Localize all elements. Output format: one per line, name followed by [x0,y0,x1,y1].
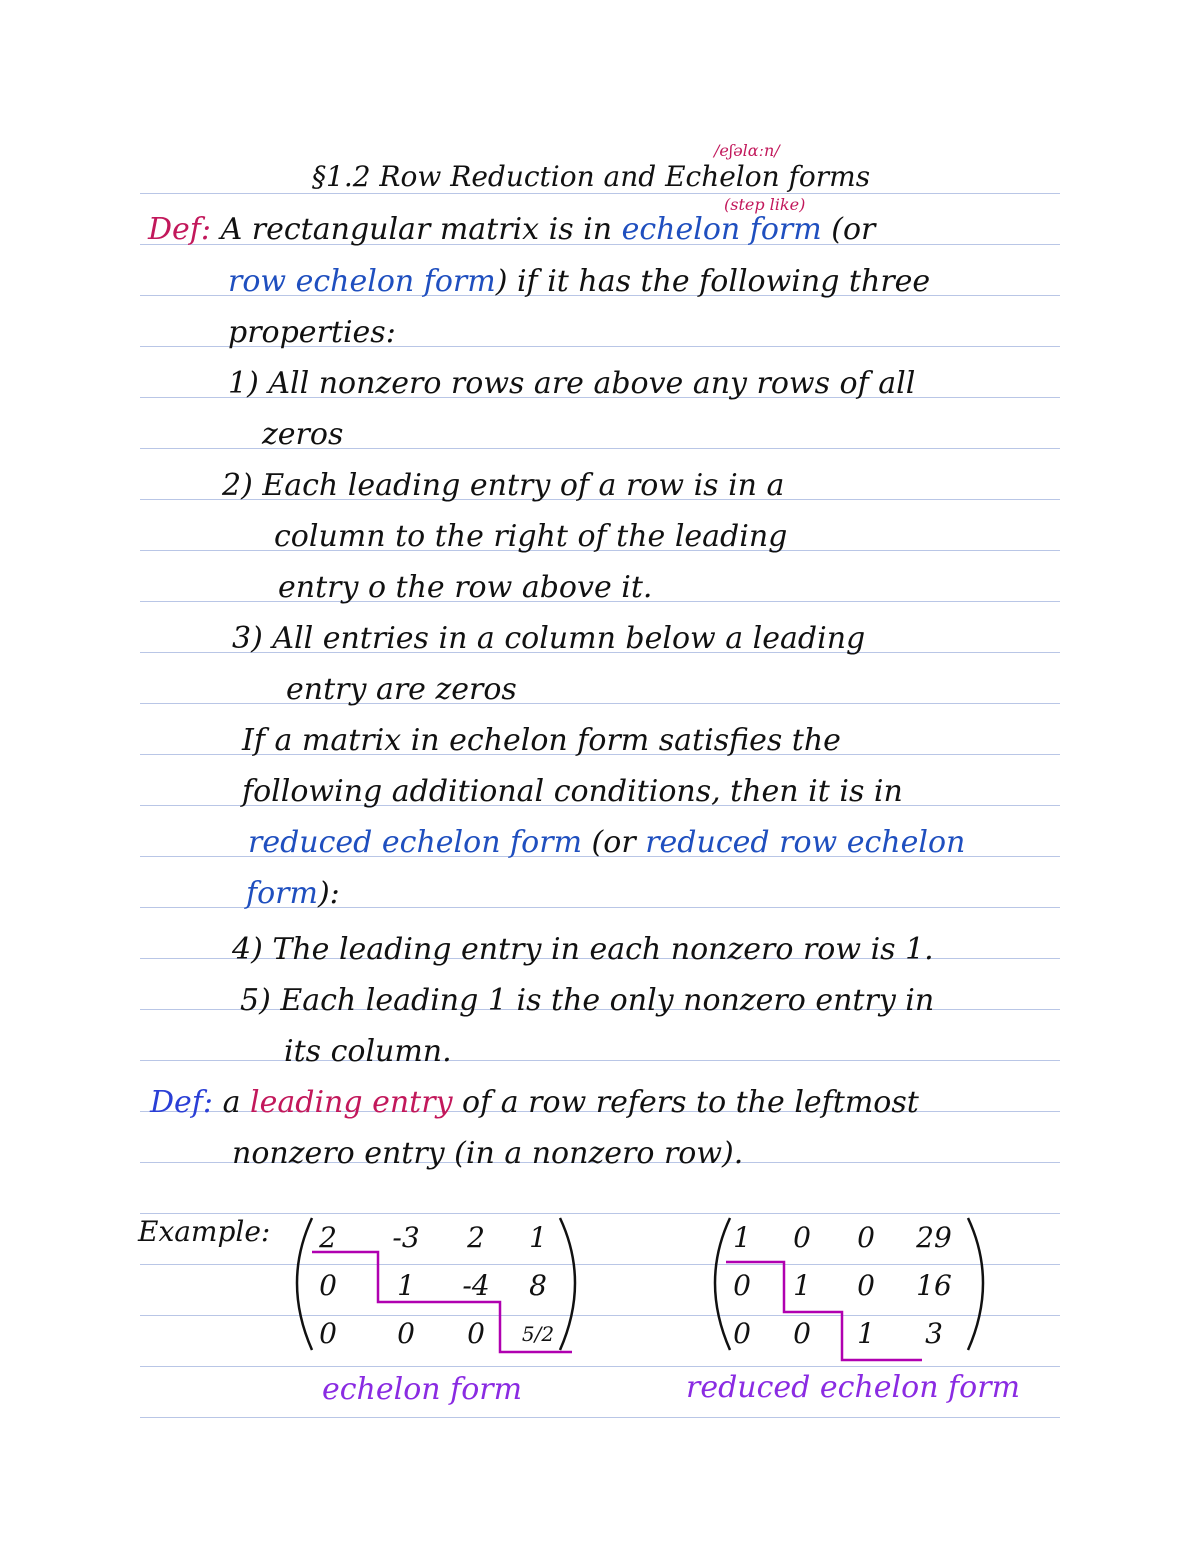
matrix1-cell: 0 [467,1317,485,1350]
caption-reduced-echelon-form: reduced echelon form [686,1370,1021,1405]
matrix2-cell: 0 [793,1317,811,1350]
matrix2-cell: 1 [857,1317,875,1350]
property-5-cont: its column. [284,1034,452,1069]
step-like-note: (step like) [724,195,806,214]
property-3-cont: entry are zeros [286,672,517,707]
matrix2-cell: 0 [793,1221,811,1254]
def1-text: ) if it has the following three [495,264,931,299]
term-echelon-form: echelon form [621,212,822,247]
def2-text: of a row refers to the leftmost [452,1085,919,1120]
matrix2-cell: 1 [733,1221,751,1254]
term-row-echelon-form: row echelon form [228,264,496,299]
caption-echelon-form: echelon form [322,1372,523,1407]
matrix1-cell: 0 [319,1269,337,1302]
matrix1-cell: -4 [462,1269,490,1302]
definition-2-line-2: nonzero entry (in a nonzero row). [232,1136,744,1171]
reduced-text: ): [317,876,340,911]
page-title: §1.2 Row Reduction and Echelon forms [312,160,871,193]
matrix2-cell: 16 [916,1269,952,1302]
matrix1-cell: 2 [319,1221,337,1254]
property-2: 2) Each leading entry of a row is in a [222,468,785,503]
example-label: Example: [138,1215,271,1248]
matrix2-cell: 0 [733,1269,751,1302]
reduced-intro-2: following additional conditions, then it is in [242,774,903,809]
property-5: 5) Each leading 1 is the only nonzero entry in [240,983,935,1018]
definition-1-line-3: properties: [228,315,396,350]
matrix1-cell: -3 [392,1221,420,1254]
matrix1-cell: 2 [467,1221,485,1254]
term-reduced-row-echelon: reduced row echelon [645,825,966,860]
matrix2-cell: 0 [857,1269,875,1302]
def1-text: (or [821,212,876,247]
matrix2-cell: 1 [793,1269,811,1302]
matrix1-cell: 1 [529,1221,547,1254]
matrix1-cell: 8 [529,1269,547,1302]
right-paren-icon [968,1218,983,1350]
matrix2-cell: 0 [857,1221,875,1254]
reduced-text: (or [582,825,646,860]
matrix1-cell: 5/2 [521,1322,555,1346]
property-2-cont: column to the right of the leading [274,519,788,554]
reduced-intro-1: If a matrix in echelon form satisfies the [242,723,841,758]
matrix1-cell: 0 [319,1317,337,1350]
term-leading-entry: leading entry [250,1085,453,1120]
def1-text: A rectangular matrix is in [220,212,622,247]
property-2-cont: entry o the row above it. [278,570,653,605]
property-3: 3) All entries in a column below a leading [232,621,866,656]
matrix1-cell: 0 [397,1317,415,1350]
matrix1-cell: 1 [397,1269,415,1302]
def2-text: a [213,1085,250,1120]
property-4: 4) The leading entry in each nonzero row is 1. [232,932,934,967]
matrix2-cell: 29 [916,1221,952,1254]
pronunciation-note: /eʃəlɑːn/ [714,141,780,160]
def-label: Def: [150,1085,214,1120]
def-label: Def: [148,212,212,247]
property-1-cont: zeros [262,417,344,452]
matrix2-cell: 3 [925,1317,943,1350]
property-1: 1) All nonzero rows are above any rows of all [228,366,916,401]
term-form: form [246,876,318,911]
term-reduced-echelon-form: reduced echelon form [248,825,583,860]
matrix2-cell: 0 [733,1317,751,1350]
